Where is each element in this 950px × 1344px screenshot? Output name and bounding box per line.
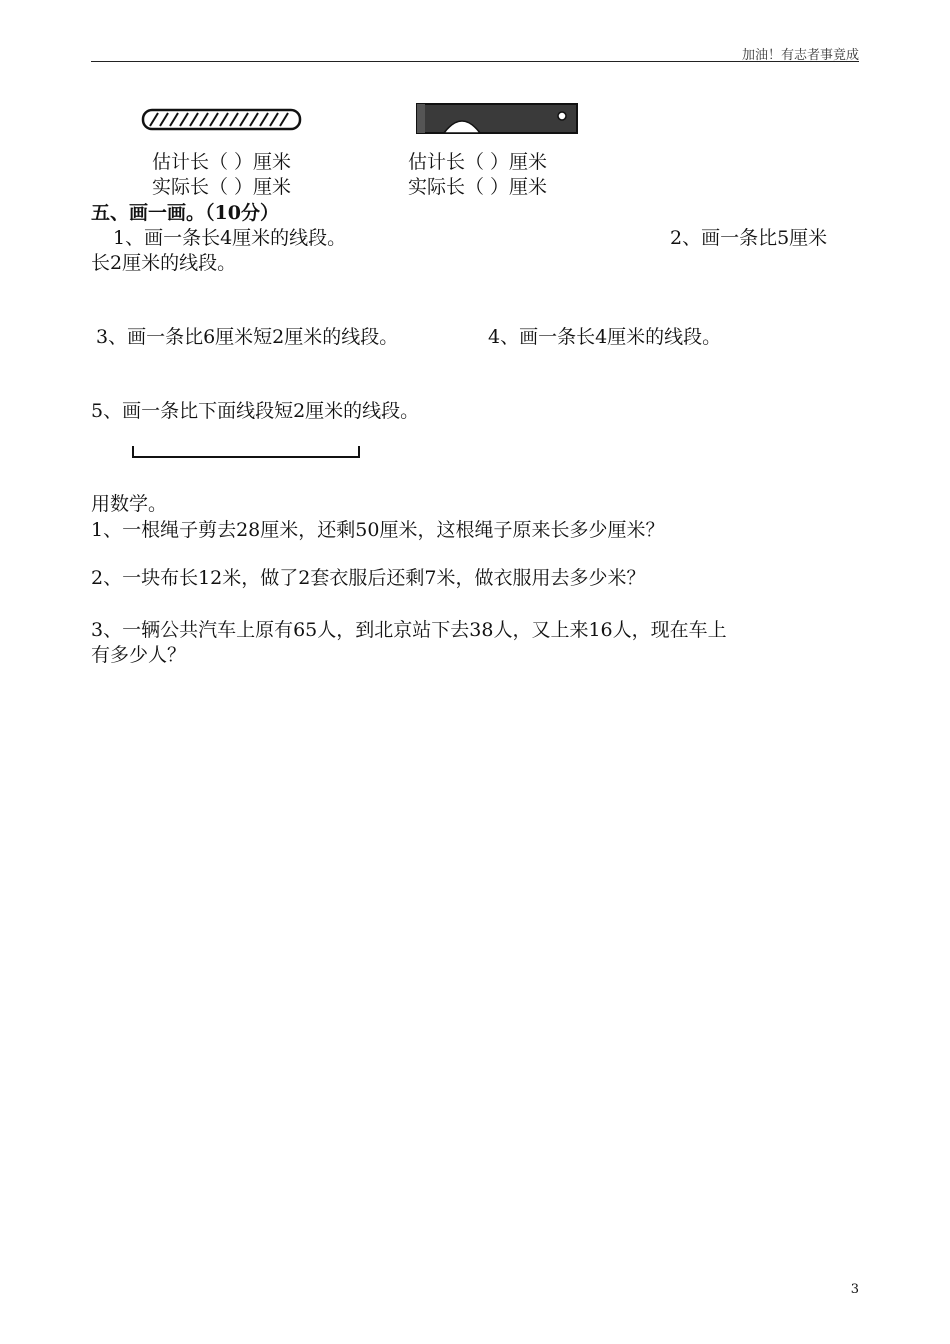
math-question-3-line1: 3、一辆公共汽车上原有65人，到北京站下去38人，又上来16人，现在车上 — [91, 619, 727, 641]
page-number: 3 — [850, 1282, 859, 1297]
math-question-2: 2、一块布长12米，做了2套衣服后还剩7米，做衣服用去多少米？ — [91, 567, 646, 589]
header-rule — [91, 61, 859, 62]
draw-question-4: 4、画一条长4厘米的线段。 — [488, 326, 722, 348]
ruler-knife-icon — [414, 99, 580, 139]
item1-actual: 实际长（ ）厘米 — [152, 176, 292, 198]
item2-actual: 实际长（ ）厘米 — [408, 176, 548, 198]
section-five-title: 五、画一画。（10分） — [91, 202, 279, 224]
draw-question-5: 5、画一条比下面线段短2厘米的线段。 — [91, 400, 420, 422]
math-question-3-line2: 有多少人？ — [91, 644, 187, 666]
item2-estimate: 估计长（ ）厘米 — [408, 151, 548, 173]
draw-question-1: 1、画一条长4厘米的线段。 — [113, 227, 347, 249]
reference-line-segment — [132, 446, 360, 458]
draw-question-3: 3、画一条比6厘米短2厘米的线段。 — [96, 326, 399, 348]
draw-question-2-part2: 长2厘米的线段。 — [91, 252, 237, 274]
hatched-bar-icon — [140, 106, 304, 134]
math-question-1: 1、一根绳子剪去28厘米，还剩50厘米，这根绳子原来长多少厘米？ — [91, 519, 665, 541]
header-text: 加油！有志者事竟成 — [741, 48, 859, 63]
draw-question-2-part1: 2、画一条比5厘米 — [670, 227, 828, 249]
math-section-title: 用数学。 — [91, 493, 168, 515]
item1-estimate: 估计长（ ）厘米 — [152, 151, 292, 173]
